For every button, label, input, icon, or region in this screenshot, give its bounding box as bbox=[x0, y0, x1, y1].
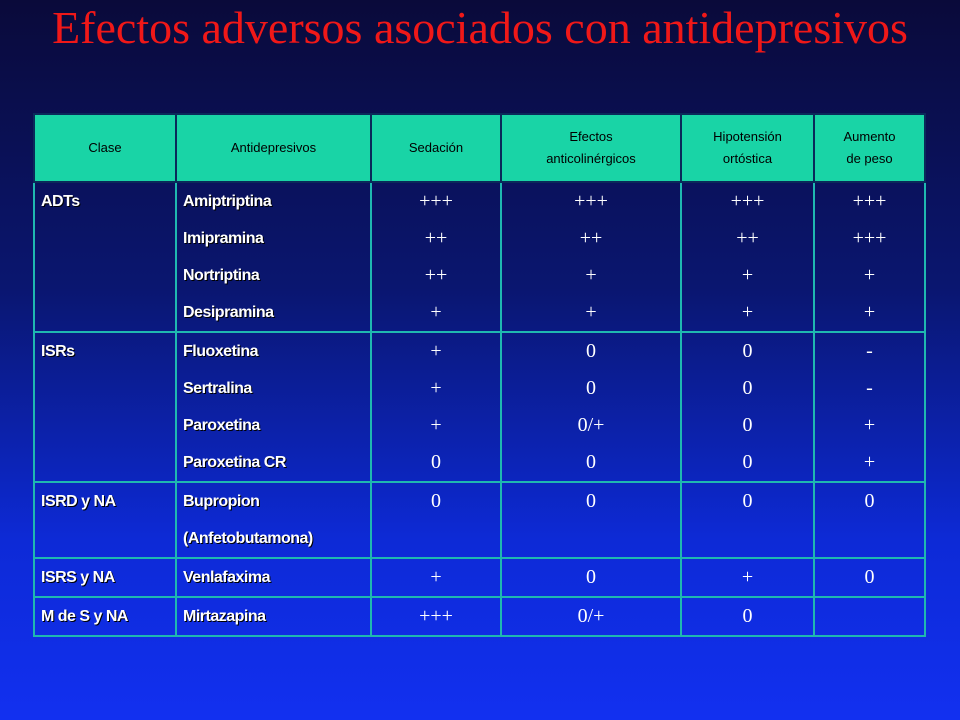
table-row bbox=[34, 482, 925, 520]
clase-cell bbox=[34, 294, 176, 332]
anticolinergicos-cell: 0 bbox=[501, 370, 681, 407]
adverse-effects-table bbox=[33, 113, 926, 637]
sedacion-cell: +++ bbox=[371, 597, 501, 636]
hipotension-cell bbox=[681, 520, 814, 558]
sedacion-cell bbox=[371, 520, 501, 558]
hipotension-cell: 0 bbox=[681, 407, 814, 444]
hipotension-cell: + bbox=[681, 558, 814, 597]
table-row bbox=[34, 332, 925, 370]
drug-cell: Sertralina bbox=[176, 370, 371, 407]
hipotension-cell: 0 bbox=[681, 597, 814, 636]
header-efectos-anticolinergicos: Efectos anticolinérgicos bbox=[501, 114, 681, 182]
aumento-peso-cell bbox=[814, 597, 925, 636]
anticolinergicos-cell: 0 bbox=[501, 332, 681, 370]
drug-cell: Amiptriptina bbox=[176, 182, 371, 220]
table-row bbox=[34, 182, 925, 220]
hipotension-cell: ++ bbox=[681, 220, 814, 257]
clase-cell bbox=[34, 407, 176, 444]
sedacion-cell: 0 bbox=[371, 482, 501, 520]
aumento-peso-cell: 0 bbox=[814, 482, 925, 520]
header-antidepresivos: Antidepresivos bbox=[176, 114, 371, 182]
aumento-peso-cell: + bbox=[814, 407, 925, 444]
table-header bbox=[34, 114, 925, 182]
table-row bbox=[34, 597, 925, 636]
header-aumento-de-peso: Aumento de peso bbox=[814, 114, 925, 182]
drug-cell: Mirtazapina bbox=[176, 597, 371, 636]
clase-cell bbox=[34, 370, 176, 407]
clase-cell: ISRs bbox=[34, 332, 176, 370]
sedacion-cell: + bbox=[371, 407, 501, 444]
table-row bbox=[34, 444, 925, 482]
table-row bbox=[34, 520, 925, 558]
sedacion-cell: +++ bbox=[371, 182, 501, 220]
drug-cell: Fluoxetina bbox=[176, 332, 371, 370]
page-title: Efectos adversos asociados con antidepresivos bbox=[52, 2, 908, 53]
aumento-peso-cell bbox=[814, 520, 925, 558]
table-row bbox=[34, 220, 925, 257]
aumento-peso-cell: - bbox=[814, 370, 925, 407]
drug-cell: Paroxetina bbox=[176, 407, 371, 444]
aumento-peso-cell: + bbox=[814, 257, 925, 294]
sedacion-cell: 0 bbox=[371, 444, 501, 482]
sedacion-cell: ++ bbox=[371, 257, 501, 294]
drug-cell: Imipramina bbox=[176, 220, 371, 257]
anticolinergicos-cell: 0 bbox=[501, 444, 681, 482]
table-row bbox=[34, 558, 925, 597]
anticolinergicos-cell: 0 bbox=[501, 482, 681, 520]
aumento-peso-cell: +++ bbox=[814, 220, 925, 257]
aumento-peso-cell: +++ bbox=[814, 182, 925, 220]
anticolinergicos-cell: + bbox=[501, 294, 681, 332]
table-body bbox=[34, 182, 925, 636]
hipotension-cell: 0 bbox=[681, 482, 814, 520]
drug-cell: Nortriptina bbox=[176, 257, 371, 294]
header-clase: Clase bbox=[34, 114, 176, 182]
anticolinergicos-cell: 0 bbox=[501, 558, 681, 597]
table-row bbox=[34, 407, 925, 444]
anticolinergicos-cell: 0/+ bbox=[501, 407, 681, 444]
aumento-peso-cell: 0 bbox=[814, 558, 925, 597]
table-row bbox=[34, 257, 925, 294]
sedacion-cell: + bbox=[371, 370, 501, 407]
anticolinergicos-cell: ++ bbox=[501, 220, 681, 257]
header-hipotension-ortostica: Hipotensión ortóstica bbox=[681, 114, 814, 182]
table-row bbox=[34, 370, 925, 407]
hipotension-cell: + bbox=[681, 257, 814, 294]
clase-cell: M de S y NA bbox=[34, 597, 176, 636]
clase-cell bbox=[34, 220, 176, 257]
header-sedacion: Sedación bbox=[371, 114, 501, 182]
anticolinergicos-cell: +++ bbox=[501, 182, 681, 220]
sedacion-cell: ++ bbox=[371, 220, 501, 257]
hipotension-cell: +++ bbox=[681, 182, 814, 220]
drug-cell: Venlafaxima bbox=[176, 558, 371, 597]
clase-cell: ADTs bbox=[34, 182, 176, 220]
aumento-peso-cell: - bbox=[814, 332, 925, 370]
aumento-peso-cell: + bbox=[814, 444, 925, 482]
sedacion-cell: + bbox=[371, 294, 501, 332]
anticolinergicos-cell bbox=[501, 520, 681, 558]
drug-cell: Paroxetina CR bbox=[176, 444, 371, 482]
drug-cell: (Anfetobutamona) bbox=[176, 520, 371, 558]
table-row bbox=[34, 294, 925, 332]
clase-cell bbox=[34, 520, 176, 558]
clase-cell: ISRS y NA bbox=[34, 558, 176, 597]
drug-cell: Desipramina bbox=[176, 294, 371, 332]
clase-cell bbox=[34, 444, 176, 482]
hipotension-cell: 0 bbox=[681, 370, 814, 407]
clase-cell bbox=[34, 257, 176, 294]
header-row bbox=[34, 114, 925, 182]
clase-cell: ISRD y NA bbox=[34, 482, 176, 520]
drug-cell: Bupropion bbox=[176, 482, 371, 520]
hipotension-cell: + bbox=[681, 294, 814, 332]
anticolinergicos-cell: 0/+ bbox=[501, 597, 681, 636]
anticolinergicos-cell: + bbox=[501, 257, 681, 294]
hipotension-cell: 0 bbox=[681, 332, 814, 370]
hipotension-cell: 0 bbox=[681, 444, 814, 482]
aumento-peso-cell: + bbox=[814, 294, 925, 332]
sedacion-cell: + bbox=[371, 332, 501, 370]
sedacion-cell: + bbox=[371, 558, 501, 597]
